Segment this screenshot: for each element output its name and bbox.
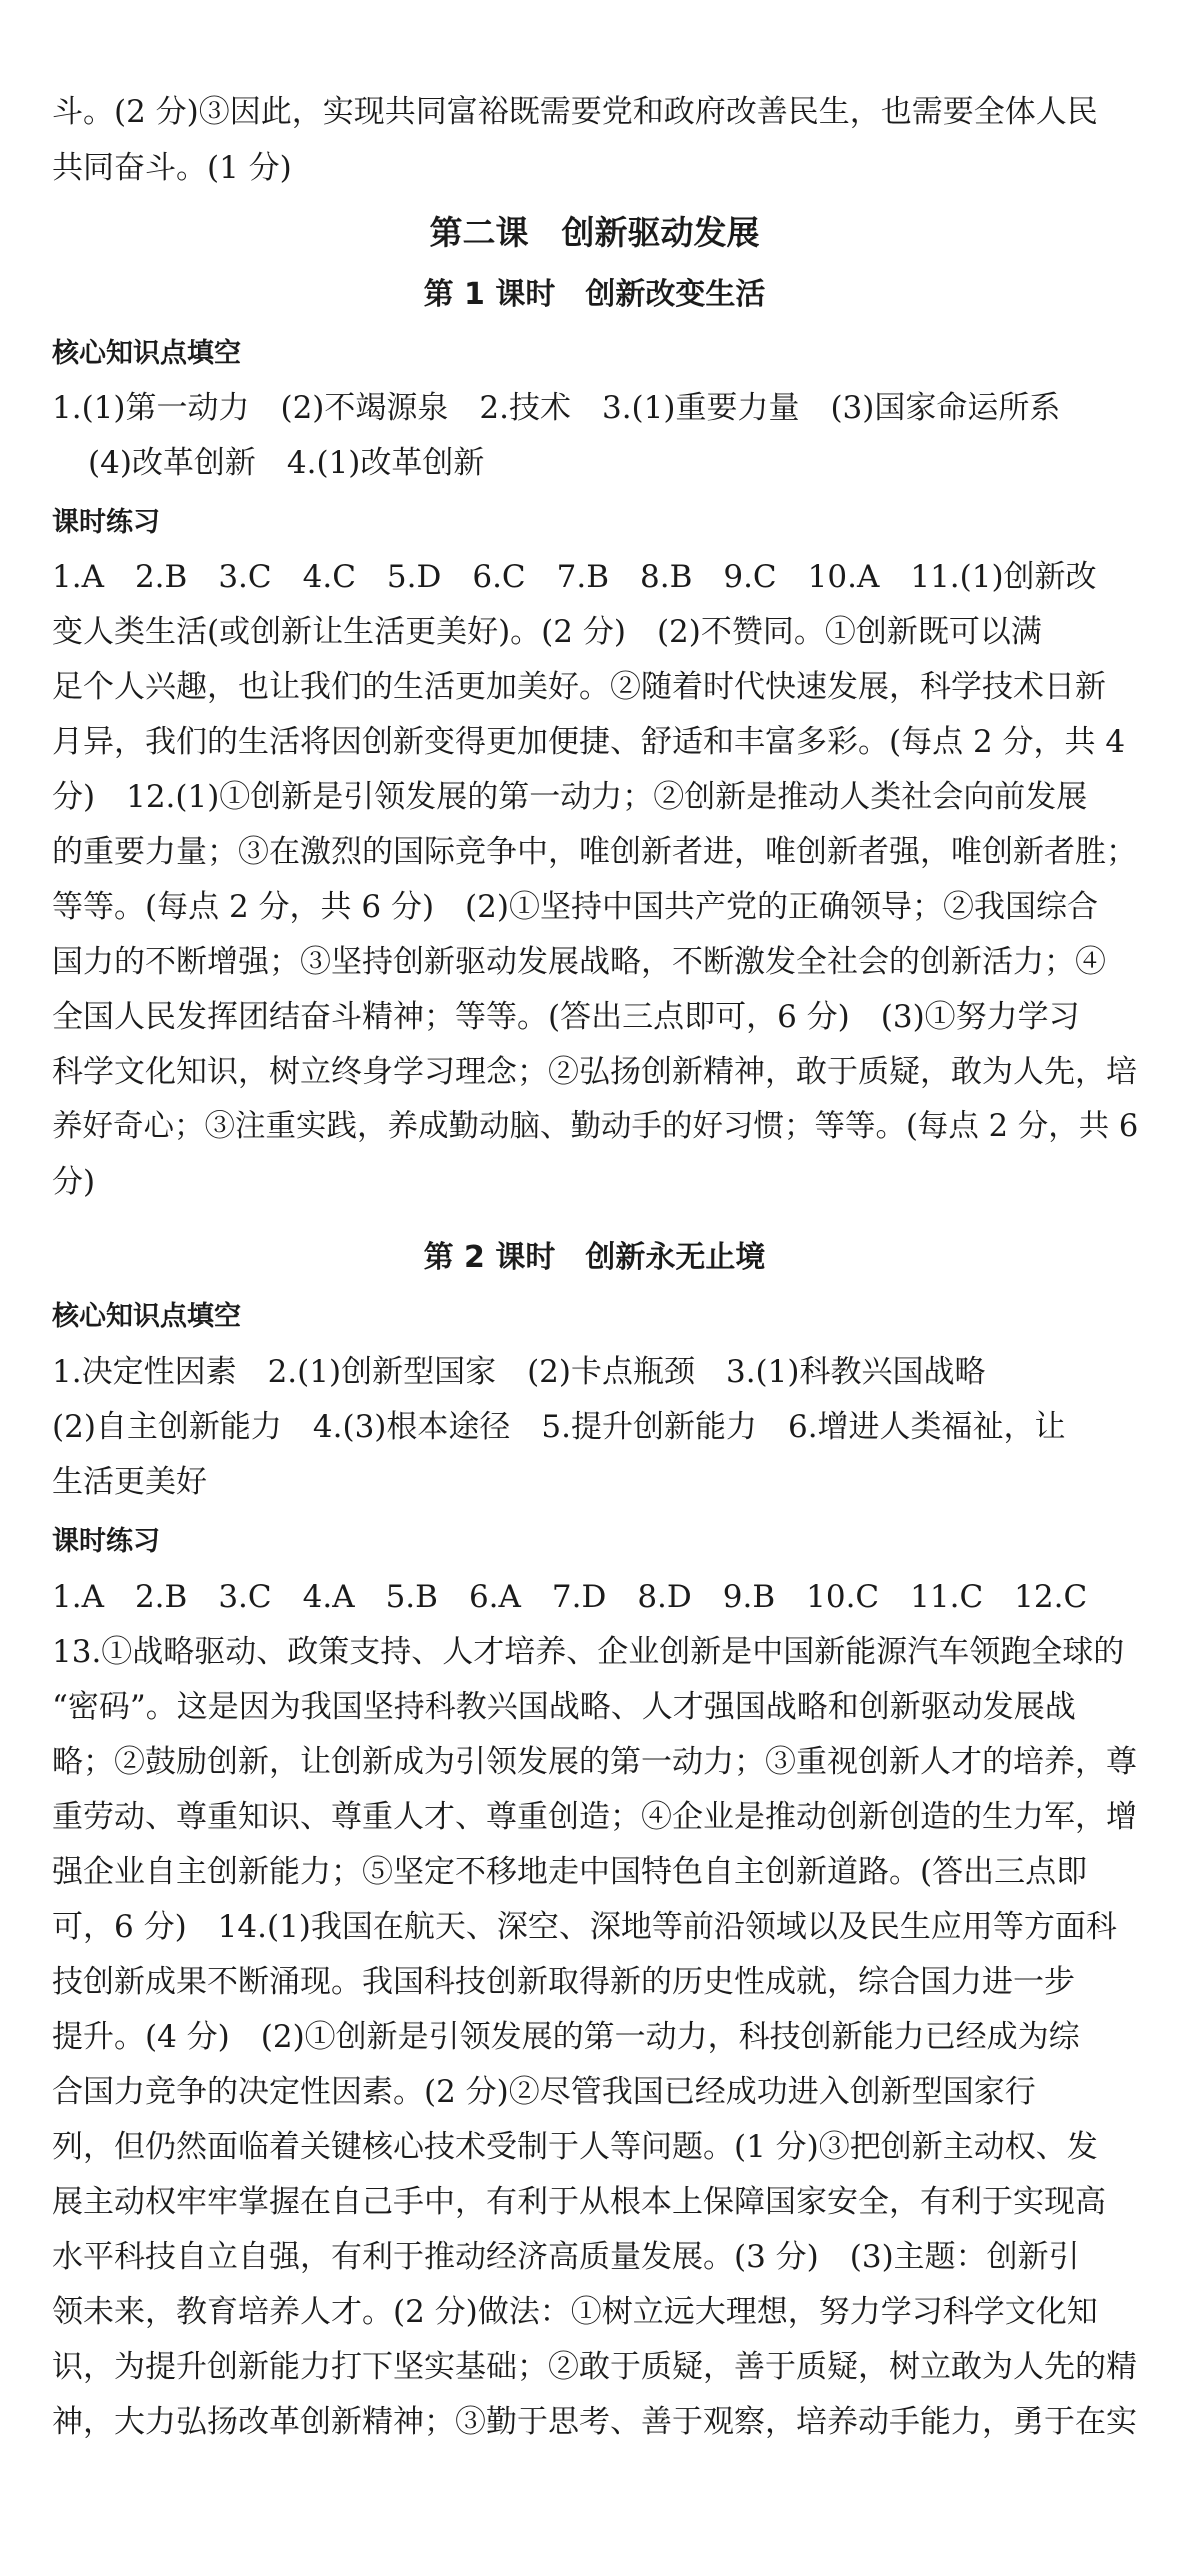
answer-line: 可，6 分) 14.(1)我国在航天、深空、深地等前沿领域以及民生应用等方面科 — [52, 1909, 1117, 1945]
answer-line: 识，为提升创新能力打下坚实基础；②敢于质疑，善于质疑，树立敢为人先的精 — [52, 2349, 1137, 2385]
answer-line: 略；②鼓励创新，让创新成为引领发展的第一动力；③重视创新人才的培养，尊 — [52, 1744, 1137, 1780]
answer-line: (2)自主创新能力 4.(3)根本途径 5.提升创新能力 6.增进人类福祉，让 — [52, 1409, 1066, 1445]
answer-line: 提升。(4 分) (2)①创新是引领发展的第一动力，科技创新能力已经成为综 — [52, 2019, 1080, 2055]
answer-line: 水平科技自立自强，有利于推动经济高质量发展。(3 分) (3)主题：创新引 — [52, 2239, 1080, 2275]
period-title: 第 2 课时 创新永无止境 — [423, 1240, 766, 1275]
answer-line: 月异，我们的生活将因创新变得更加便捷、舒适和丰富多彩。(每点 2 分，共 4 — [52, 724, 1126, 760]
answer-line: 分) — [52, 1164, 96, 1200]
answer-line: 的重要力量；③在激烈的国际竞争中，唯创新者进，唯创新者强，唯创新者胜； — [52, 834, 1137, 870]
period-title: 第 1 课时 创新改变生活 — [423, 277, 766, 312]
answer-line: 技创新成果不断涌现。我国科技创新取得新的历史性成就，综合国力进一步 — [52, 1964, 1075, 2000]
answer-line: 变人类生活(或创新让生活更美好)。(2 分) (2)不赞同。①创新既可以满 — [52, 614, 1042, 650]
intro-line: 斗。(2 分)③因此，实现共同富裕既需要党和政府改善民生，也需要全体人民 — [52, 94, 1098, 130]
answer-line: 全国人民发挥团结奋斗精神；等等。(答出三点即可，6 分) (3)①努力学习 — [52, 999, 1080, 1035]
section-heading: 核心知识点填空 — [52, 1301, 241, 1332]
answer-line: 重劳动、尊重知识、尊重人才、尊重创造；④企业是推动创新创造的生力军，增 — [52, 1799, 1137, 1835]
intro-line: 共同奋斗。(1 分) — [52, 150, 292, 186]
answer-line: 1.A 2.B 3.C 4.C 5.D 6.C 7.B 8.B 9.C 10.A 11.(1)创新改 — [52, 559, 1097, 595]
answer-line: 1.决定性因素 2.(1)创新型国家 (2)卡点瓶颈 3.(1)科教兴国战略 — [52, 1354, 986, 1390]
answer-line: 1.A 2.B 3.C 4.A 5.B 6.A 7.D 8.D 9.B 10.C 11.C 12.C — [52, 1579, 1088, 1615]
answer-line: 分) 12.(1)①创新是引领发展的第一动力；②创新是推动人类社会向前发展 — [52, 779, 1088, 815]
answer-line: 国力的不断增强；③坚持创新驱动发展战略，不断激发全社会的创新活力；④ — [52, 944, 1106, 980]
answer-line: (4)改革创新 4.(1)改革创新 — [88, 445, 485, 481]
section-heading: 课时练习 — [52, 507, 160, 538]
answer-line: “密码”。这是因为我国坚持科教兴国战略、人才强国战略和创新驱动发展战 — [52, 1689, 1076, 1725]
answer-line: 神，大力弘扬改革创新精神；③勤于思考、善于观察，培养动手能力，勇于在实 — [52, 2404, 1137, 2440]
lesson-title: 第二课 创新驱动发展 — [429, 213, 760, 252]
answer-line: 领未来，教育培养人才。(2 分)做法：①树立远大理想，努力学习科学文化知 — [52, 2294, 1098, 2330]
answer-line: 生活更美好 — [52, 1464, 207, 1500]
answer-line: 展主动权牢牢掌握在自己手中，有利于从根本上保障国家安全，有利于实现高 — [52, 2184, 1106, 2220]
answer-line: 列，但仍然面临着关键核心技术受制于人等问题。(1 分)③把创新主动权、发 — [52, 2129, 1098, 2165]
answer-line: 养好奇心；③注重实践，养成勤动脑、勤动手的好习惯；等等。(每点 2 分，共 6 — [52, 1109, 1139, 1144]
section-heading: 核心知识点填空 — [52, 338, 241, 369]
answer-line: 合国力竞争的决定性因素。(2 分)②尽管我国已经成功进入创新型国家行 — [52, 2074, 1036, 2110]
answer-line: 科学文化知识，树立终身学习理念；②弘扬创新精神，敢于质疑，敢为人先，培 — [52, 1054, 1137, 1090]
answer-line: 等等。(每点 2 分，共 6 分) (2)①坚持中国共产党的正确领导；②我国综合 — [52, 889, 1098, 925]
section-heading: 课时练习 — [52, 1526, 160, 1557]
answer-line: 足个人兴趣，也让我们的生活更加美好。②随着时代快速发展，科学技术日新 — [52, 669, 1106, 705]
answer-line: 13.①战略驱动、政策支持、人才培养、企业创新是中国新能源汽车领跑全球的 — [52, 1634, 1125, 1670]
answer-line: 强企业自主创新能力；⑤坚定不移地走中国特色自主创新道路。(答出三点即 — [52, 1854, 1088, 1890]
answer-line: 1.(1)第一动力 (2)不竭源泉 2.技术 3.(1)重要力量 (3)国家命运所系 — [52, 390, 1061, 426]
